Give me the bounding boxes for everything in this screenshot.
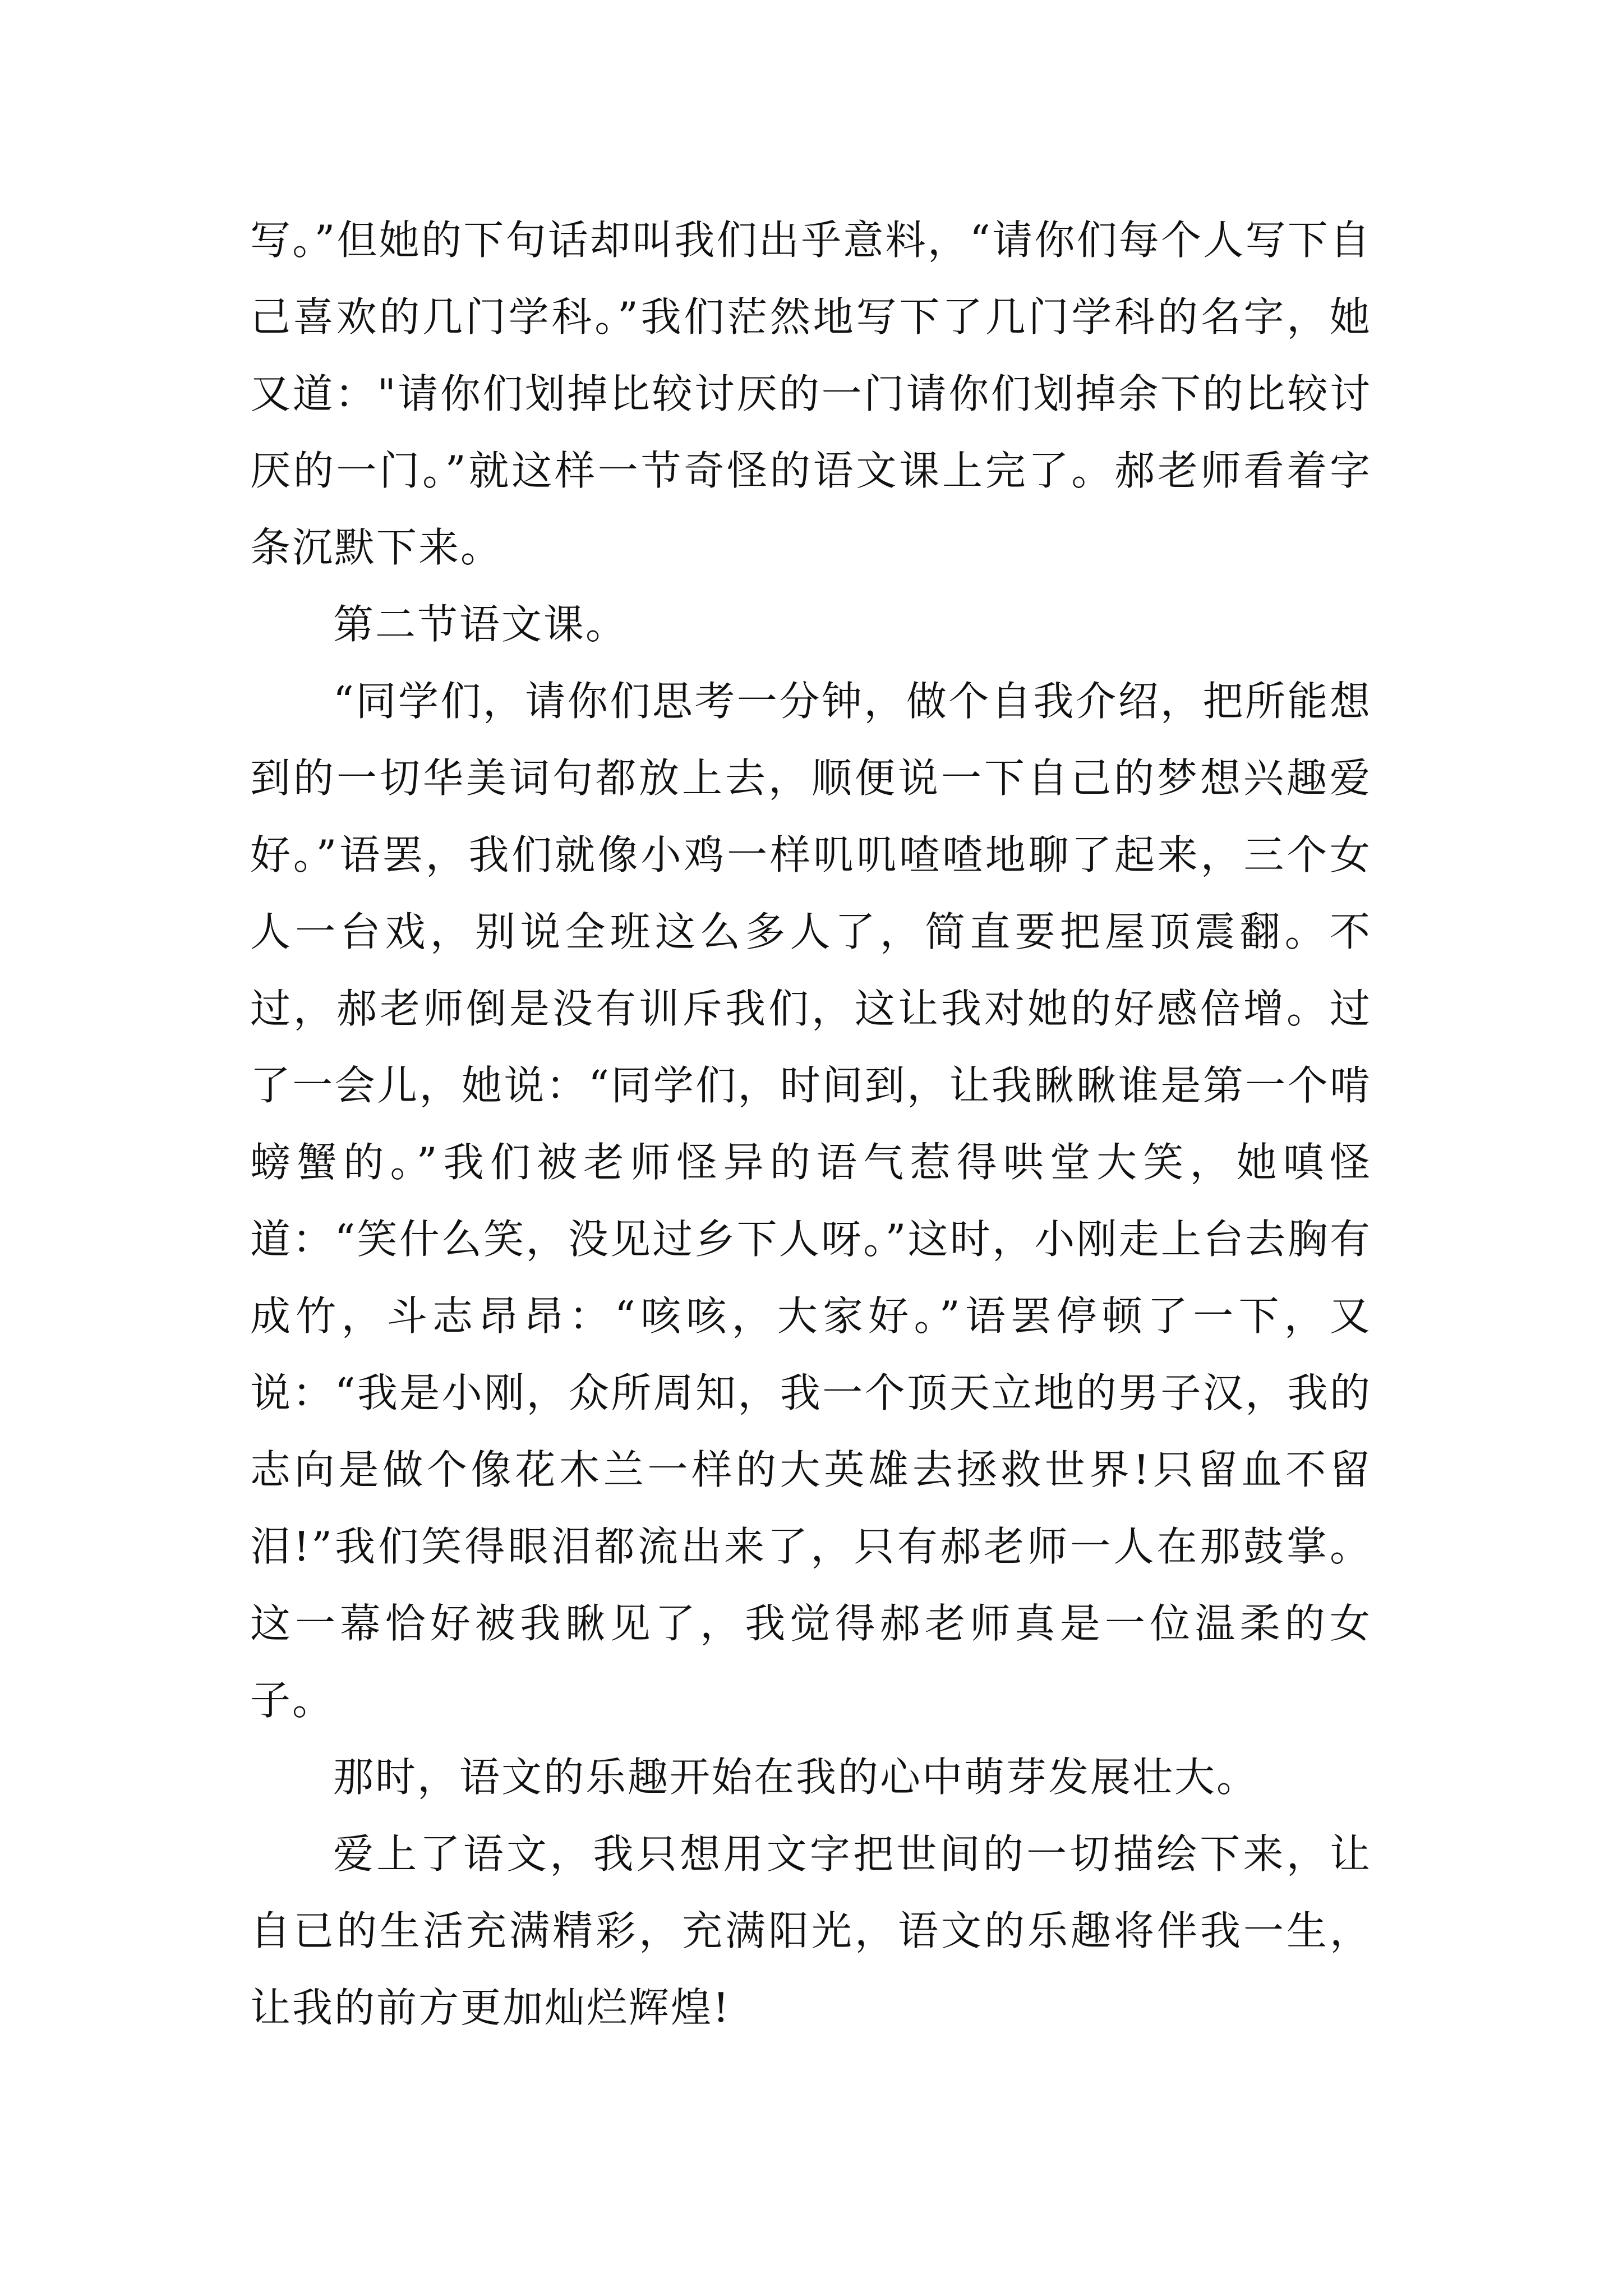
- paragraph-section-title: 第二节语文课。: [333, 601, 628, 648]
- paragraph-continuation: 写。”但她的下句话却叫我们出乎意料，“请你们每个人写下自己喜欢的几门学科。”我们茫然地写下了几门学科的名字，她又道："请你们划掉比较讨厌的一门请你们划掉余下的比较讨厌的一门。”就这样一节奇怪的语文课上完了。郝老师看着字条沉默下来。: [250, 217, 1372, 571]
- paragraph-self-introduction: “同学们，请你们思考一分钟，做个自我介绍，把所能想到的一切华美词句都放上去，顺便说一下自己的梦想兴趣爱好。”语罢，我们就像小鸡一样叽叽喳喳地聊了起来，三个女人一台戏，别说全班这么多人了，简直要把屋顶震翻。不过，郝老师倒是没有训斥我们，这让我对她的好感倍增。过了一会儿，她说：“同学们，时间到，让我瞅瞅谁是第一个啃螃蟹的。”我们被老师怪异的语气惹得哄堂大笑，她嗔怪道：“笑什么笑，没见过乡下人呀。”这时，小刚走上台去胸有成竹，斗志昂昂：“咳咳，大家好。”语罢停顿了一下，又说：“我是小刚，众所周知，我一个顶天立地的男子汉，我的志向是做个像花木兰一样的大英雄去拯救世界!只留血不留泪!”我们笑得眼泪都流出来了，只有郝老师一人在那鼓掌。这一幕恰好被我瞅见了，我觉得郝老师真是一位温柔的女子。: [250, 678, 1372, 1724]
- paragraph-interest-sprouting: 那时，语文的乐趣开始在我的心中萌芽发展壮大。: [333, 1754, 1259, 1801]
- body-text: [250, 202, 1372, 2046]
- paragraph-conclusion: 爱上了语文，我只想用文字把世间的一切描绘下来，让自已的生活充满精彩，充满阳光，语文的乐趣将伴我一生，让我的前方更加灿烂辉煌!: [250, 1830, 1372, 2031]
